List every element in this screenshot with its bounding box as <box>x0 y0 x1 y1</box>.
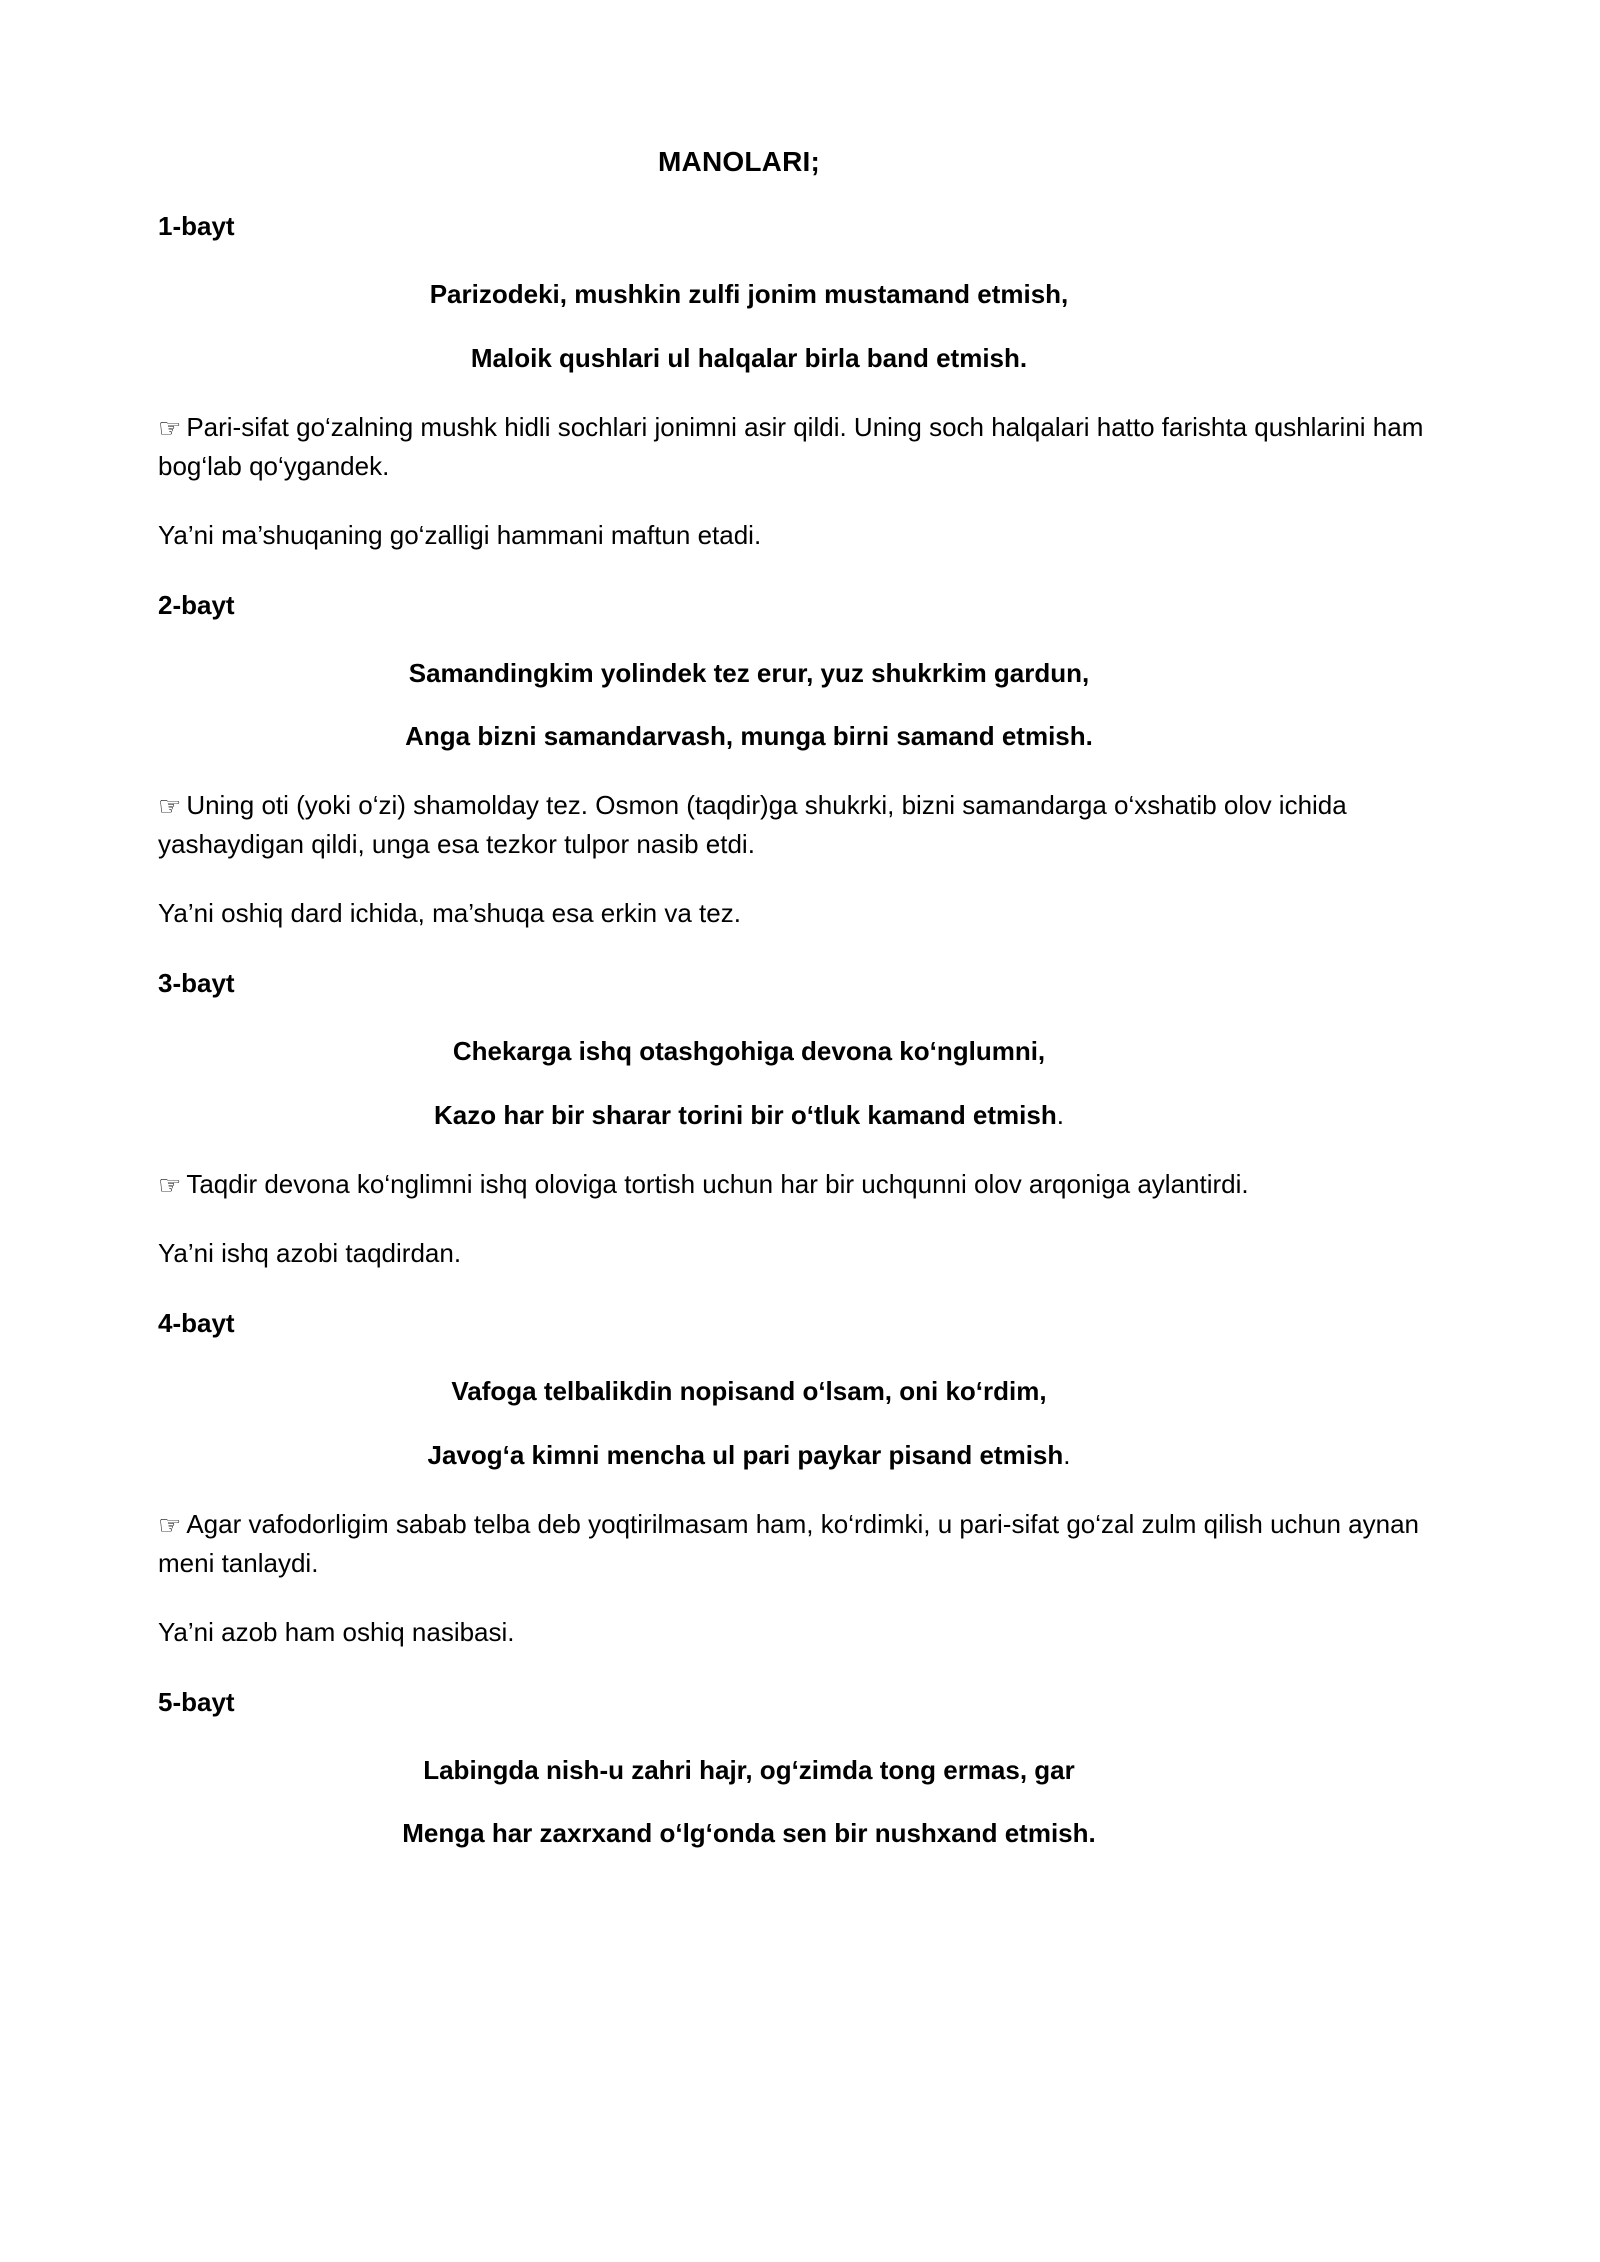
verse-text: Menga har zaxrxand o‘lg‘onda sen bir nushxand etmish. <box>402 1818 1096 1849</box>
verse-line <box>158 1785 1450 1849</box>
document-body <box>158 0 1450 1849</box>
verse-line <box>158 1067 1450 1131</box>
explanation-paragraph <box>158 374 1450 486</box>
explanation-text: Uning oti (yoki o‘zi) shamolday tez. Osmon (taqdir)ga shukrki, bizni samandarga o‘xshatib olov ichida yashaydigan qildi, unga esa tezkor tulpor nasib etdi. <box>158 790 1347 860</box>
explanation-text: Pari-sifat go‘zalning mushk hidli sochlari jonimni asir qildi. Uning soch halqalari hatto farishta qushlarini ham bog‘lab qo‘ygandek. <box>158 411 1424 481</box>
explanation-text: Agar vafodorligim sabab telba deb yoqtirilmasam ham, ko‘rdimki, u pari-sifat go‘zal zulm qilish uchun aynan meni tanlaydi. <box>158 1508 1420 1578</box>
bayt-section-4 <box>158 1273 1450 1652</box>
bayt-section-1 <box>158 176 1450 555</box>
explanation-paragraph <box>158 1471 1450 1583</box>
bayt-section-3 <box>158 933 1450 1273</box>
bayt-heading-4: 4-bayt <box>158 1308 235 1339</box>
bayt-section-2 <box>158 555 1450 934</box>
verse-trailing-punctuation: . <box>1056 1100 1064 1131</box>
verse-text: Kazo har bir sharar torini bir o‘tluk kamand etmish <box>434 1100 1057 1131</box>
verse-text: Anga bizni samandarvash, munga birni samand etmish. <box>405 721 1093 752</box>
verse-line: Chekarga ishq otashgohiga devona ko‘nglumni, <box>452 1036 1046 1067</box>
pointing-hand-icon: ☞ <box>158 1509 182 1540</box>
bayt-heading-5: 5-bayt <box>158 1686 235 1717</box>
summary-line: Ya’ni ma’shuqaning go‘zalligi hammani maftun etadi. <box>158 519 762 550</box>
explanation-paragraph <box>158 752 1450 864</box>
bayt-heading-3: 3-bayt <box>158 968 235 999</box>
explanation-paragraph <box>158 1131 1450 1204</box>
pointing-hand-icon: ☞ <box>158 1170 182 1201</box>
summary-line: Ya’ni azob ham oshiq nasibasi. <box>158 1616 515 1647</box>
verse-text: Maloik qushlari ul halqalar birla band etmish. <box>470 342 1028 373</box>
bayt-heading-1: 1-bayt <box>158 211 235 241</box>
verse-line <box>158 310 1450 374</box>
verse-line: Labingda nish-u zahri hajr, og‘zimda tong ermas, gar <box>423 1754 1075 1785</box>
pointing-hand-icon: ☞ <box>158 791 182 822</box>
verse-line: Parizodeki, mushkin zulfi jonim mustamand etmish, <box>429 278 1069 309</box>
verse-line <box>158 688 1450 752</box>
pointing-hand-icon: ☞ <box>158 412 182 443</box>
verse-text: Javog‘a kimni mencha ul pari paykar pisand etmish <box>427 1439 1064 1470</box>
verse-trailing-punctuation: . <box>1063 1439 1071 1470</box>
bayt-heading-2: 2-bayt <box>158 589 235 620</box>
summary-line: Ya’ni oshiq dard ichida, ma’shuqa esa erkin va tez. <box>158 898 741 929</box>
bayt-section-5 <box>158 1652 1450 1850</box>
verse-line: Samandingkim yolindek tez erur, yuz shukrkim gardun, <box>408 657 1090 688</box>
explanation-text: Taqdir devona ko‘nglimni ishq oloviga tortish uchun har bir uchqunni olov arqoniga aylantirdi. <box>186 1169 1249 1200</box>
page-title: MANOLARI; <box>658 146 820 177</box>
summary-line: Ya’ni ishq azobi taqdirdan. <box>158 1238 462 1269</box>
verse-line <box>158 1407 1450 1471</box>
verse-line: Vafoga telbalikdin nopisand o‘lsam, oni ko‘rdim, <box>451 1375 1047 1406</box>
